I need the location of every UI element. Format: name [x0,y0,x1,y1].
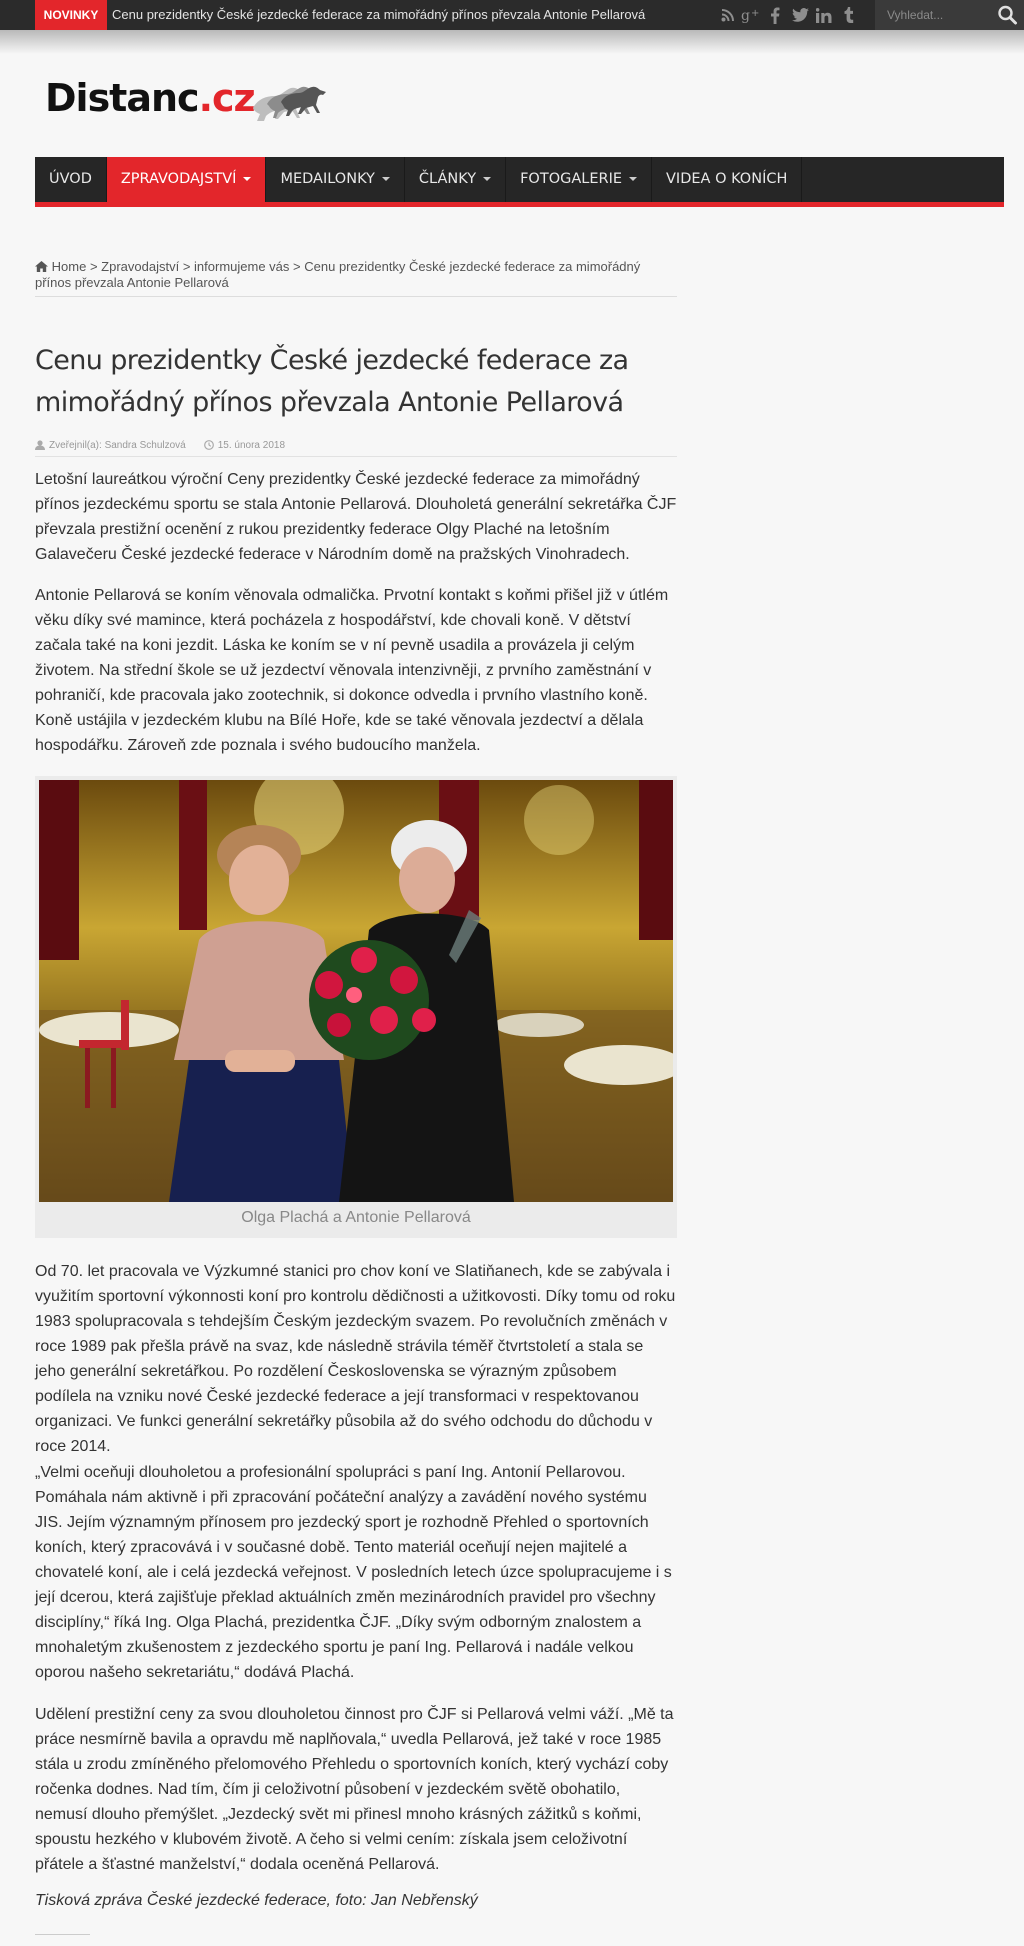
logo-text: Distanc.cz [45,76,255,120]
article-paragraph: Letošní laureátkou výroční Ceny prezidentky České jezdecké federace za mimořádný přínos jezdeckému sportu se stala Antonie Pellarová. Dlouholetá generální sekretářka ČJF převzala prestižní ocenění z rukou prezidentky federace Olgy Plaché na letošním Galavečeru České jezdecké federace v Národním domě na pražských Vinohradech. [35,471,677,563]
divider [35,296,677,297]
nav-item-zpravodajstvi[interactable]: ZPRAVODAJSTVÍ [107,157,267,202]
chevron-down-icon [243,177,251,181]
svg-text:+: + [751,8,760,19]
divider [35,1934,90,1935]
search-input[interactable] [887,6,987,24]
chevron-down-icon [382,177,390,181]
breadcrumb-home[interactable]: Home [51,259,87,274]
search-icon[interactable] [997,5,1019,25]
breadcrumb-zpravodajstvi[interactable]: Zpravodajství [101,259,180,274]
clock-icon [204,440,214,450]
news-ticker-link[interactable]: Cenu prezidentky České jezdecké federace za mimořádný přínos převzala Antonie Pellarová [112,7,646,22]
main-navigation [35,157,1004,207]
article-figure [35,776,677,1238]
header-shadow [0,30,1024,54]
article-title: Cenu prezidentky České jezdecké federace za mimořádný přínos převzala Antonie Pellarová [35,345,629,418]
chevron-down-icon [629,177,637,181]
top-bar [0,0,1024,30]
article-author: Zveřejnil(a): Sandra Schulzová [49,439,186,451]
article-meta [35,435,677,455]
article-photo[interactable] [39,780,673,1202]
breadcrumb-separator: > [293,259,301,274]
home-icon [35,261,48,272]
article-paragraph: „Velmi oceňuji dlouholetou a profesionální spolupráci s paní Ing. Antonií Pellarovou. Pomáhala nám aktivně i při zpracování počáteční analýzy a zavádění nového systému JIS. Jejím významným přínosem pro jezdecký sport je rozhodně Přehled o sportovních koních, který zpracovává i v současné době. Tento materiál oceňují nejen majitelé a chovatelé koní, ale i celá jezdecká veřejnost. V posledních letech úzce spolupracujeme i s její dcerou, která zajišťuje překlad aktuálních změn mezinárodních pravidel pro všechny disciplíny,“ říká Ing. Olga Plachá, prezidentka ČJF. „Díky svým odborným znalostem a mnohaletým zkušenostem z jezdeckého sportu je paní Ing. Pellarová i nadále velkou oporou našeho sekretariátu,“ dodává Plachá. [35,1464,672,1681]
tumblr-icon[interactable] [836,0,862,30]
nav-item-medailonky[interactable]: MEDAILONKY [266,157,404,202]
horses-logo-icon [245,70,335,122]
article-date: 15. února 2018 [217,439,286,451]
article-paragraph: Udělení prestižní ceny za svou dlouholetou činnost pro ČJF si Pellarová velmi váží. „Mě ta práce nesmírně bavila a opravdu mě naplňovala,“ uvedla Pellarová, jež také v roce 1985 stála u zrodu zmíněného přelomového Přehledu o sportovních koních, který vychází coby ročenka dodnes. Nad tím, čím ji celoživotní působení v jezdeckém světě obohatilo, nemusí dlouho přemýšlet. „Jezdecký svět mi přinesl mnoho krásných zážitků s koňmi, spoustu hezkého v klubovém životě. A čeho si velmi cením: získala jsem celoživotní přátele a šťastné manželství,“ dodala oceněná Pellarová. [35,1706,674,1873]
user-icon [35,440,45,450]
photo-caption: Olga Plachá a Antonie Pellarová [241,1209,471,1226]
chevron-down-icon [483,177,491,181]
breadcrumb-current: Cenu prezidentky České jezdecké federace za mimořádný přínos převzala Antonie Pellarová [35,259,641,290]
article-paragraph: Antonie Pellarová se koním věnovala odmalička. Prvotní kontakt s koňmi přišel již v útlém věku díky své mamince, která pocházela z hospodářství, kde chovali koně. V dětství začala také na koni jezdit. Láska ke koním se v ní pevně usadila a provázela ji celým životem. Na střední škole se už jezdectví věnovala intenzivněji, z prvního zaměstnání v pohraničí, kde pracovala jako zootechnik, si dokonce odvedla i prvního vlastního koně. Koně ustájila v jezdeckém klubu na Bílé Hoře, kde se také věnovala jezdectví a dělala hospodářku. Zároveň zde poznala i svého budoucího manžela. [35,587,669,754]
breadcrumb [35,259,677,291]
nav-item-clanky[interactable]: ČLÁNKY [405,157,506,202]
facebook-icon[interactable] [762,0,788,30]
twitter-icon[interactable] [787,0,813,30]
site-logo[interactable] [40,70,340,126]
linkedin-icon[interactable] [811,0,837,30]
divider [35,456,677,457]
nav-item-videa[interactable]: VIDEA O KONÍCH [652,157,802,202]
breadcrumb-separator: > [89,259,98,274]
svg-text:g: g [741,8,750,23]
article-credit: Tisková zpráva České jezdecké federace, foto: Jan Nebřenský [35,1892,478,1909]
google-plus-icon[interactable] [738,0,764,30]
breadcrumb-separator: > [182,259,191,274]
breadcrumb-informujeme[interactable]: informujeme vás [194,259,290,274]
article-paragraph: Od 70. let pracovala ve Výzkumné stanici pro chov koní ve Slatiňanech, kde se zabývala i využitím sportovní výkonnosti koní pro kontrolu dědičnosti a užitkovosti. Díky tomu od roku 1983 spolupracovala s tehdejším Českým jezdeckým svazem. Po revolučních změnách v roce 1989 pak přešla právě na svaz, kde následně strávila téměř čtvrtstoletí a stala se jeho generální sekretářkou. Po rozdělení Československa se výrazným způsobem podílela na vzniku nové České jezdecké federace a její transformaci v respektovanou organizaci. Ve funkci generální sekretářky působila až do svého odchodu do důchodu v roce 2014. [35,1263,676,1455]
search-box [875,0,1024,30]
news-ticker-badge: NOVINKY [35,0,107,30]
nav-item-uvod[interactable]: ÚVOD [35,157,107,202]
nav-item-fotogalerie[interactable]: FOTOGALERIE [506,157,652,202]
